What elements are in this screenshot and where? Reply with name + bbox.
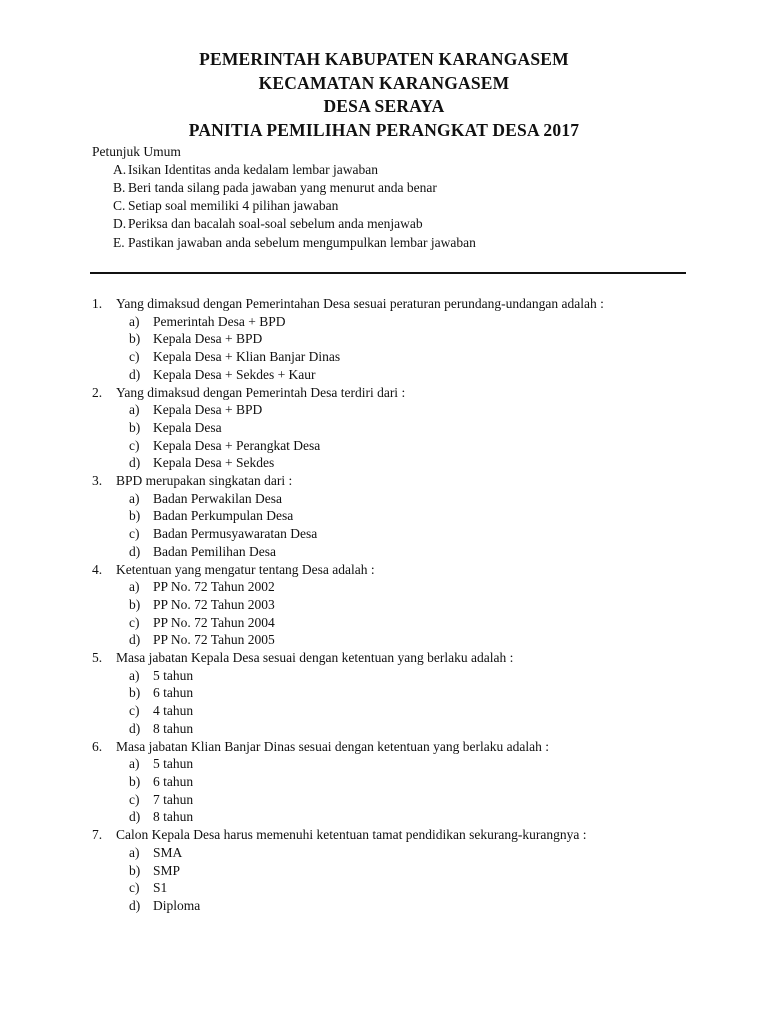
answer-options	[129, 578, 732, 649]
option-text: 4 tahun	[153, 703, 194, 719]
instructions-list	[113, 161, 692, 252]
option-letter: d)	[129, 366, 141, 382]
question-6	[92, 738, 732, 827]
option-letter: a)	[129, 756, 140, 772]
question-line	[92, 649, 732, 667]
answer-option	[129, 862, 732, 880]
answer-option	[129, 773, 732, 791]
option-text: PP No. 72 Tahun 2003	[153, 596, 275, 612]
instruction-item	[113, 179, 692, 197]
option-text: Badan Perkumpulan Desa	[153, 508, 294, 524]
option-text: 6 tahun	[153, 773, 194, 789]
instruction-text: Setiap soal memiliki 4 pilihan jawaban	[128, 198, 339, 214]
answer-options	[129, 755, 732, 826]
horizontal-divider	[90, 272, 686, 274]
option-letter: a)	[129, 579, 140, 595]
option-letter: d)	[129, 897, 141, 913]
option-text: 7 tahun	[153, 791, 194, 807]
answer-option	[129, 578, 732, 596]
answer-option	[129, 543, 732, 561]
option-text: Diploma	[153, 897, 201, 913]
answer-option	[129, 755, 732, 773]
header-line-committee: PANITIA PEMILIHAN PERANGKAT DESA 2017	[188, 119, 580, 140]
instruction-item	[113, 215, 692, 233]
option-letter: b)	[129, 773, 141, 789]
document-header	[0, 48, 768, 142]
question-number: 6.	[92, 738, 103, 754]
instruction-text: Periksa dan bacalah soal-soal sebelum anda menjawab	[128, 216, 423, 232]
option-text: Kepala Desa	[153, 419, 222, 435]
answer-option	[129, 667, 732, 685]
answer-option	[129, 879, 732, 897]
answer-option	[129, 490, 732, 508]
option-text: Kepala Desa + Klian Banjar Dinas	[153, 349, 341, 365]
answer-option	[129, 720, 732, 738]
instructions-title: Petunjuk Umum	[92, 144, 181, 159]
question-3	[92, 472, 732, 561]
instruction-letter: E.	[113, 234, 125, 250]
option-letter: b)	[129, 419, 141, 435]
option-letter: a)	[129, 667, 140, 683]
option-letter: a)	[129, 402, 140, 418]
question-text: Masa jabatan Klian Banjar Dinas sesuai dengan ketentuan yang berlaku adalah :	[116, 738, 549, 754]
question-1	[92, 295, 732, 384]
answer-option	[129, 631, 732, 649]
answer-options	[129, 844, 732, 915]
header-line-government: PEMERINTAH KABUPATEN KARANGASEM	[199, 49, 569, 69]
option-text: Pemerintah Desa + BPD	[153, 313, 286, 329]
instruction-text: Beri tanda silang pada jawaban yang menurut anda benar	[128, 179, 437, 195]
answer-option	[129, 348, 732, 366]
answer-options	[129, 313, 732, 384]
option-letter: d)	[129, 720, 141, 736]
question-number: 4.	[92, 561, 103, 577]
question-line	[92, 561, 732, 579]
option-letter: c)	[129, 437, 140, 453]
question-text: Calon Kepala Desa harus memenuhi ketentuan tamat pendidikan sekurang-kurangnya :	[116, 827, 587, 843]
answer-options	[129, 490, 732, 561]
option-letter: c)	[129, 526, 140, 542]
option-letter: b)	[129, 331, 141, 347]
option-letter: d)	[129, 809, 141, 825]
option-letter: a)	[129, 490, 140, 506]
option-letter: b)	[129, 596, 141, 612]
option-letter: c)	[129, 791, 140, 807]
option-letter: d)	[129, 543, 141, 559]
question-text: Ketentuan yang mengatur tentang Desa adalah :	[116, 561, 375, 577]
question-2	[92, 384, 732, 473]
answer-option	[129, 366, 732, 384]
answer-option	[129, 401, 732, 419]
answer-option	[129, 437, 732, 455]
option-text: SMP	[153, 862, 181, 878]
general-instructions	[92, 143, 692, 252]
question-text: Yang dimaksud dengan Pemerintah Desa terdiri dari :	[116, 384, 406, 400]
option-text: S1	[153, 880, 168, 896]
option-text: SMA	[153, 844, 183, 860]
instruction-letter: A.	[113, 161, 127, 177]
answer-option	[129, 596, 732, 614]
answer-option	[129, 507, 732, 525]
answer-option	[129, 791, 732, 809]
option-text: 6 tahun	[153, 685, 194, 701]
option-text: Kepala Desa + Sekdes + Kaur	[153, 366, 316, 382]
option-letter: c)	[129, 703, 140, 719]
question-number: 7.	[92, 827, 103, 843]
question-7	[92, 826, 732, 915]
question-number: 5.	[92, 650, 103, 666]
option-letter: b)	[129, 685, 141, 701]
question-line	[92, 384, 732, 402]
question-number: 1.	[92, 296, 103, 311]
answer-option	[129, 313, 732, 331]
answer-option	[129, 844, 732, 862]
option-letter: b)	[129, 862, 141, 878]
question-list	[92, 295, 732, 915]
option-text: PP No. 72 Tahun 2002	[153, 579, 275, 595]
question-number: 2.	[92, 384, 103, 400]
question-line	[92, 826, 732, 844]
option-text: Badan Permusyawaratan Desa	[153, 526, 318, 542]
answer-option	[129, 454, 732, 472]
option-text: Badan Perwakilan Desa	[153, 490, 282, 506]
option-text: PP No. 72 Tahun 2004	[153, 614, 275, 630]
question-text: Masa jabatan Kepala Desa sesuai dengan ketentuan yang berlaku adalah :	[116, 650, 514, 666]
question-5	[92, 649, 732, 738]
question-text: BPD merupakan singkatan dari :	[116, 473, 293, 489]
answer-option	[129, 897, 732, 915]
answer-option	[129, 614, 732, 632]
option-letter: c)	[129, 349, 140, 365]
instruction-letter: D.	[113, 216, 127, 232]
answer-options	[129, 667, 732, 738]
option-letter: d)	[129, 455, 141, 471]
header-line-district: KECAMATAN KARANGASEM	[258, 72, 510, 93]
option-letter: a)	[129, 844, 140, 860]
question-4	[92, 561, 732, 650]
answer-option	[129, 330, 732, 348]
question-line	[92, 738, 732, 756]
instruction-letter: B.	[113, 179, 126, 195]
header-line-village: DESA SERAYA	[323, 96, 445, 116]
option-letter: c)	[129, 614, 140, 630]
question-line	[92, 295, 732, 313]
option-text: Kepala Desa + BPD	[153, 402, 263, 418]
instruction-text: Pastikan jawaban anda sebelum mengumpulkan lembar jawaban	[128, 234, 476, 250]
answer-option	[129, 808, 732, 826]
instruction-letter: C.	[113, 198, 126, 214]
option-text: Kepala Desa + Perangkat Desa	[153, 437, 321, 453]
answer-option	[129, 684, 732, 702]
option-text: Kepala Desa + Sekdes	[153, 455, 275, 471]
option-text: Kepala Desa + BPD	[153, 331, 263, 347]
option-letter: c)	[129, 880, 140, 896]
option-text: 5 tahun	[153, 756, 194, 772]
answer-option	[129, 419, 732, 437]
answer-option	[129, 525, 732, 543]
instruction-item	[113, 197, 692, 215]
option-text: 8 tahun	[153, 809, 194, 825]
option-letter: a)	[129, 313, 140, 329]
answer-option	[129, 702, 732, 720]
instruction-text: Isikan Identitas anda kedalam lembar jawaban	[128, 161, 379, 177]
option-text: 5 tahun	[153, 667, 194, 683]
option-letter: d)	[129, 632, 141, 648]
question-text: Yang dimaksud dengan Pemerintahan Desa sesuai peraturan perundang-undangan adalah :	[116, 296, 604, 311]
question-line	[92, 472, 732, 490]
answer-options	[129, 401, 732, 472]
option-text: 8 tahun	[153, 720, 194, 736]
option-text: Badan Pemilihan Desa	[153, 543, 276, 559]
question-number: 3.	[92, 473, 103, 489]
instruction-item	[113, 161, 692, 179]
instruction-item	[113, 234, 692, 252]
option-letter: b)	[129, 508, 141, 524]
option-text: PP No. 72 Tahun 2005	[153, 632, 275, 648]
